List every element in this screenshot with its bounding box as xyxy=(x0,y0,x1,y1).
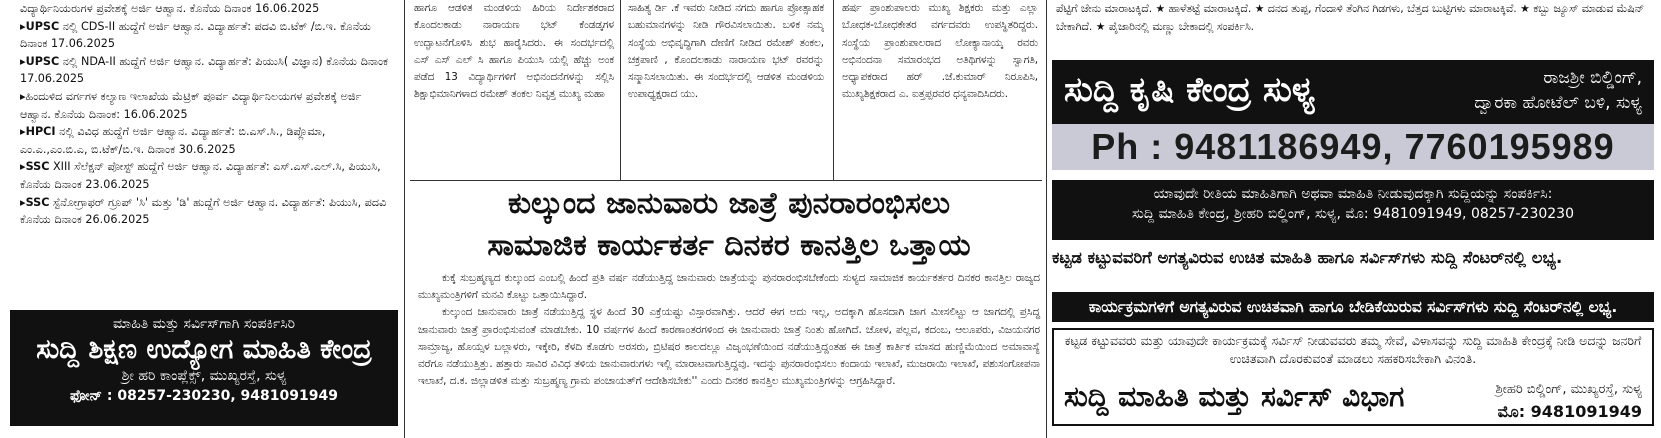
building-info-line: ಕಟ್ಟಡ ಕಟ್ಟುವವರಿಗೆ ಅಗತ್ಯವಿರುವ ಉಚಿತ ಮಾಹಿತಿ ಹಾಗೂ ಸರ್ವಿಸ್‌ಗಳು ಸುದ್ದಿ ಸೆಂಟರ್‌ನಲ್ಲಿ ಲಭ್ಯ. xyxy=(1052,248,1563,267)
bullet-icon: ▸ xyxy=(20,19,26,33)
headline-line2: ಸಾಮಾಜಿಕ ಕಾರ್ಯಕರ್ತ ದಿನಕರ ಕಾನತ್ತಿಲ ಒತ್ತಾಯ xyxy=(487,228,971,263)
service-title: ಸುದ್ದಿ ಮಾಹಿತಿ ಮತ್ತು ಸರ್ವಿಸ್ ವಿಭಾಗ xyxy=(1064,380,1405,413)
story-headline xyxy=(418,183,1040,267)
krishi-address-line1: ರಾಜಶ್ರೀ ಬಿಲ್ಡಿಂಗ್, xyxy=(1543,68,1642,88)
job-notice-item xyxy=(20,0,392,18)
krishi-phone: Ph : 9481186949, 7760195989 xyxy=(1052,124,1654,170)
krishi-address xyxy=(1474,66,1642,116)
shikshana-ad-box xyxy=(10,310,398,426)
notice-org: UPSC xyxy=(25,19,60,33)
column-divider xyxy=(1046,0,1047,438)
article-column-4: ಹರ್ಷ ಪ್ರಾಂಶುಪಾಲರು ಮುಖ್ಯ ಶಿಕ್ಷಕರು ಮತ್ತು ಎಲ್ಲಾ ಬೋಧಕ-ಬೋಧಕೇತರ ವರ್ಗದವರು ಉಪಸ್ಥಿತರಿದ್ದರು. ಸಂಸ್ಥೆಯ ಪ್ರಾಂಶುಪಾಲರಾದ ಲೋಕ್ಯಾನಾಯ್ಕ ರವರು ಅಭಿನಂದನಾ ಸಮಾರಂಭದ ಅತಿಥಿಗಳನ್ನು ಸ್ವಾಗತಿ, ಅಧ್ಯಾಪಕರಾದ ಹರ್ .ಜೆ.ಕುಮಾರ್ ನಿರೂಪಿಸಿ, ಮುಖ್ಯಶಿಕ್ಷಕರಾದ ಎ. ಐತ್ತಪ್ಪರವರ ಧನ್ಯವಾದಿಸಿದರು. xyxy=(842,2,1038,101)
notice-text: XIII ಸೆಲೆಕ್ಷನ್ ಪೋಸ್ಟ್ ಹುದ್ದೆಗೆ ಅರ್ಜಿ ಆಹ್ವಾನ. ವಿದ್ಯಾರ್ಹತೆ: ಎಸ್.ಎಸ್.ಎಲ್.ಸಿ, ಪಿಯುಸಿ, ಕೊನೆಯ ದಿನಾಂಕ 23.06.2025 xyxy=(20,160,381,191)
job-notices-column xyxy=(10,0,398,438)
job-notice-list xyxy=(10,0,398,229)
notice-org: SSC xyxy=(25,195,50,209)
notice-text: ಸ್ಟೆನೋಗ್ರಾಫರ್ ಗ್ರೂಪ್ 'ಸಿ' ಮತ್ತು 'ಡಿ' ಹುದ್ದೆಗೆ ಅರ್ಜಿ ಆಹ್ವಾನ. ವಿದ್ಯಾರ್ಹತೆ: ಪಿಯುಸಿ, ಪದವಿ ಕೊನೆಯ ದಿನಾಂಕ 26.06.2025 xyxy=(20,195,387,227)
story-paragraph: ಕುಲ್ಕುಂದ ಜಾನುವಾರು ಜಾತ್ರೆ ನಡೆಯುತ್ತಿದ್ದ ಸ್ಥಳ ಹಿಂದೆ 30 ಎಕ್ರೆಯಷ್ಟು ವಿಸ್ತಾರವಾಗಿತ್ತು. ಆದರೆ ಈಗ ಅದು ಇಲ್ಲ, ಅದಕ್ಕಾಗಿ ಹೊಸದಾಗಿ ಜಾಗ ಮೀಸಲಿಟ್ಟು ಆ ಜಾಗದಲ್ಲಿ ಪ್ರಸಿದ್ಧ ಜಾನುವಾರು ಜಾತ್ರೆ ಪ್ರಾರಂಭಿಸುವಂತೆ ಮಾಡಬೇಕು. 10 ವರ್ಷಗಳ ಹಿಂದೆ ಕಾರಣಾಂತರಗಳಿಂದ ಈ ಜಾನುವಾರು ಜಾತ್ರೆ ನಿಂತು ಹೋಗಿದೆ. ಚೋಳ, ಪಲ್ಲವ, ಕದಂಬ, ಆಲೂಪರು, ವಿಜಯನಗರ ಸಾಮ್ರಾಜ್ಯ, ಹೊಯ್ಸಳ ಬಲ್ಲಾಳರು, ಇಕ್ಕೇರಿ, ಕೆಳದಿ ಕೊಡಗು ಅರಸರು, ಬ್ರಿಟಿಷರ ಕಾಲದಲ್ಲೂ ವಿಜೃಂಭಣೆಯಿಂದ ನಡೆಯುತ್ತಿದ್ದಂತಹ ಈ ಜಾತ್ರೆ ಕಾರ್ತಿಕ ಮಾಸದ ಹುಣ್ಣಿಮೆಯಿಂದ ಅಮಾವಾಸ್ಯೆ ವರೆಗೂ ನಡೆಯುತ್ತಿತ್ತು. ಹತ್ತಾರು ಸಾವಿರ ವಿವಿಧ ತಳಿಯ ಜಾನುವಾರುಗಳು ಇಲ್ಲಿ ಮಾರಾಟವಾಗುತ್ತಿದ್ದವು. ಇದನ್ನು ಪುನರಾರಂಭಿಸಲು ಕಂದಾಯ ಇಲಾಖೆ, ಮುಜರಾಯಿ ಇಲಾಖೆ, ಪಶುಸಂಗೋಪನಾ ಇಲಾಖೆ, ದ.ಕ. ಜಿಲ್ಲಾಡಳಿತ ಮತ್ತು ಸುಬ್ರಹ್ಮಣ್ಯ ಗ್ರಾಮ ಪಂಚಾಯತ್‌ಗೆ ಆದೇಶಿಸಬೇಕು'' ಎಂದು ದಿನಕರ ಕಾನತ್ತಿಲ ಮುಖ್ಯಮಂತ್ರಿಗಳನ್ನು ಆಗ್ರಹಿಸಿದ್ದಾರೆ. xyxy=(418,306,1040,388)
job-notice-item xyxy=(20,123,392,158)
column-divider xyxy=(620,0,621,180)
job-notice-item xyxy=(20,88,392,123)
service-mobile: ಮೊ: 9481091949 xyxy=(1497,402,1642,421)
info-line1: ಯಾವುದೇ ರೀತಿಯ ಮಾಹಿತಿಗಾಗಿ ಅಥವಾ ಮಾಹಿತಿ ನೀಡುವುದಕ್ಕಾಗಿ ಸುದ್ದಿಯನ್ನು ಸಂಪರ್ಕಿಸಿ: xyxy=(1153,186,1553,202)
shikshana-line1: ಮಾಹಿತಿ ಮತ್ತು ಸರ್ವಿಸ್‌ಗಾಗಿ ಸಂಪರ್ಕಿಸಿರಿ xyxy=(112,316,296,332)
notice-text: ವಿದ್ಯಾರ್ಥಿನಿಯರುಗಳ ಪ್ರವೇಶಕ್ಕೆ ಅರ್ಜಿ ಆಹ್ವಾನ. ಕೊನೆಯ ದಿನಾಂಕ 16.06.2025 xyxy=(20,2,320,15)
krishi-address-line2: ದ್ವಾರಕಾ ಹೋಟೆಲ್ ಬಳಿ, ಸುಳ್ಯ xyxy=(1474,93,1642,113)
column-divider xyxy=(404,0,405,438)
job-notice-item xyxy=(20,194,392,229)
job-notice-item xyxy=(20,18,392,53)
article-column-2: ಹಾಗೂ ಆಡಳಿತ ಮಂಡಳಿಯ ಹಿರಿಯ ನಿರ್ದೇಶಕರಾದ ಕೊಂದಲಕಾಡು ನಾರಾಯಣ ಭಟ್ ಕೆಂಡಡ್ಕಗಳ ಉದ್ಘಾಟನೆಗೊಳಿಸಿ ಶುಭ ಹಾರೈಸಿದರು. ಈ ಸಂದರ್ಭದಲ್ಲಿ ಎಸ್ ಎಸ್ ಎಲ್ ಸಿ ಹಾಗೂ ಪಿಯುಸಿ ಯಲ್ಲಿ ಹೆಚ್ಚು ಅಂಕ ಪಡೆದ 13 ವಿದ್ಯಾರ್ಥಿಗಳಿಗೆ ಅಭಿನಂದನೆಗಳನ್ನು ಸಲ್ಲಿಸಿ ಶಿಕ್ಷಾಭಿಮಾನಿಗಳಾದ ರಮೇಶ್ ತಂಕಲ ನಿವೃತ್ತ ಮುಖ್ಯ ಮಹಾ xyxy=(414,2,614,101)
job-notice-item xyxy=(20,158,392,193)
article-column-3: ಸಾಹಿತ್ಯ ರ್ಡಿ .ಕೆ ಇವರು ನೀಡಿದ ನಗದು ಹಾಗೂ ಪ್ರೋತ್ಸಾಹಕ ಬಹುಮಾನಗಳನ್ನು ನೀಡಿ ಗೌರವಿಸಲಾಯಿತು. ಬಳಿಕ ನಮ್ಮ ಸಂಸ್ಥೆಯ ಅಭಿವೃದ್ಧಿಗಾಗಿ ದೇಣಿಗೆ ನೀಡಿದ ರಮೇಶ್ ತಂಕಲ, ಚಕ್ರಪಾಣಿ , ಕೊಂದಲಕಾಡು ನಾರಾಯಣ ಭಟ್ ರವರನ್ನು ಸನ್ಮಾನಿಸಲಾಯಿತು. ಈ ಸಂದರ್ಭದಲ್ಲಿ ಆಡಳಿತ ಮಂಡಳಿಯ ಉಪಾಧ್ಯಕ್ಷರಾದ ಯು. xyxy=(628,2,824,101)
krishi-title: ಸುದ್ದಿ ಕೃಷಿ ಕೇಂದ್ರ ಸುಳ್ಯ xyxy=(1064,70,1316,110)
krishi-ad xyxy=(1052,60,1654,124)
info-line2: ಸುದ್ದಿ ಮಾಹಿತಿ ಕೇಂದ್ರ, ಶ್ರೀಹರಿ ಬಿಲ್ಡಿಂಗ್, ಸುಳ್ಯ, ಮೊ: 9481091949, 08257-230230 xyxy=(1131,206,1574,222)
bullet-icon: ▸ xyxy=(20,195,26,209)
notice-text: ನಲ್ಲಿ NDA-II ಹುದ್ದೆಗೆ ಅರ್ಜಿ ಆಹ್ವಾನ. ವಿದ್ಯಾರ್ಹತೆ: ಪಿಯುಸಿ( ವಿಜ್ಞಾನ) ಕೊನೆಯ ದಿನಾಂಕ 17.06.2025 xyxy=(20,54,389,86)
notice-org: SSC xyxy=(25,160,50,174)
notice-text: ನಲ್ಲಿ CDS-II ಹುದ್ದೆಗೆ ಅರ್ಜಿ ಆಹ್ವಾನ. ವಿದ್ಯಾರ್ಹತೆ: ಪದವಿ ಬಿ.ಟೆಕ್ /ಬಿ.ಇ. ಕೊನೆಯ ದಿನಾಂಕ 17.06.2025 xyxy=(20,19,371,51)
classified-list: ಪೆಟ್ಟಿಗೆ ಜೇನು ಮಾರಾಟಕ್ಕಿದೆ. ★ ಹಾಳೆತಟ್ಟೆ ಮಾರಾಟಕ್ಕಿದೆ. ★ ದನದ ತುಪ್ಪ, ಗೆಂದಾಳಿ ತೆಂಗಿನ ಗಿಡಗಳು, ಬೆತ್ತದ ಬುಟ್ಟಿಗಳು ಮಾರಾಟಕ್ಕಿವೆ. ★ ಕಬ್ಬು ಜ್ಯೂಸ್ ಮಾಡುವ ಮೆಷಿನ್ ಬೇಕಾಗಿದೆ. ★ ಪೈಜಾರಿನಲ್ಲಿ ಮಣ್ಣು ಬೇಕಾದಲ್ಲಿ ಸಂಪರ್ಕಿಸಿ. xyxy=(1056,2,1645,33)
notice-org: HPCI xyxy=(25,125,56,139)
shikshana-phone: ಫೋನ್ : 08257-230230, 9481091949 xyxy=(70,388,338,404)
notice-text: ನಲ್ಲಿ ವಿವಿಧ ಹುದ್ದೆಗೆ ಅರ್ಜಿ ಆಹ್ವಾನ. ವಿದ್ಯಾರ್ಹತೆ: ಬಿ.ಎಸ್.ಸಿ., ಡಿಪ್ಲೊಮಾ, ಎಂ.ಎ.,ಎಂ.ಬಿ.ಎ, ಬಿ.ಟೆಕ್/ಬಿ.ಇ. ದಿನಾಂಕ 30.6.2025 xyxy=(20,125,326,156)
headline-line1: ಕುಲ್ಕುಂದ ಜಾನುವಾರು ಜಾತ್ರೆ ಪುನರಾರಂಭಿಸಲು xyxy=(507,186,950,221)
service-address: ಶ್ರೀಹರಿ ಬಿಲ್ಡಿಂಗ್, ಮುಖ್ಯರಸ್ತೆ, ಸುಳ್ಯ xyxy=(1495,382,1642,397)
service-section-box xyxy=(1052,328,1654,426)
info-contact-box xyxy=(1052,180,1654,240)
notice-text: ಹಿಂದುಳಿದ ವರ್ಗಗಳ ಕಲ್ಯಾಣ ಇಲಾಖೆಯ ಮೆಟ್ರಿಕ್ ಪೂರ್ವ ವಿದ್ಯಾರ್ಥಿನಿಲಯಗಳ ಪ್ರವೇಶಕ್ಕೆ ಅರ್ಜಿ ಆಹ್ವಾನ. ಕೊನೆಯ ದಿನಾಂಕ: 16.06.2025 xyxy=(20,89,362,121)
column-divider xyxy=(833,0,834,180)
bullet-icon: ▸ xyxy=(20,89,26,103)
story-paragraph: ಕುಕ್ಕೆ ಸುಬ್ರಹ್ಮಣ್ಯದ ಕುಲ್ಕುಂದ ಎಂಬಲ್ಲಿ ಹಿಂದೆ ಪ್ರತಿ ವರ್ಷ ನಡೆಯುತ್ತಿದ್ದ ಜಾನುವಾರು ಜಾತ್ರೆಯನ್ನು ಪುನರಾರಂಭಿಸಬೇಕೆಂದು ಸುಳ್ಯದ ಸಾಮಾಜಿಕ ಕಾರ್ಯಕರ್ತರ ದಿನಕರ ಕಾನತ್ತಿಲ ರಾಜ್ಯದ ಮುಖ್ಯಮಂತ್ರಿಗಳಿಗೆ ಮನವಿ ಕೊಟ್ಟು ಒತ್ತಾಯಿಸಿದ್ದಾರೆ. xyxy=(418,272,1040,302)
event-services-line: ಕಾರ್ಯಕ್ರಮಗಳಿಗೆ ಅಗತ್ಯವಿರುವ ಉಚಿತವಾಗಿ ಹಾಗೂ ಬೇಡಿಕೆಯಿರುವ ಸರ್ವಿಸ್‌ಗಳು ಸುದ್ದಿ ಸೆಂಟರ್‌ನಲ್ಲಿ ಲಭ್ಯ. xyxy=(1052,292,1654,322)
ads-column xyxy=(1052,0,1654,438)
bullet-icon: ▸ xyxy=(20,54,26,68)
shikshana-address: ಶ್ರೀ ಹರಿ ಕಾಂಪ್ಲೆಕ್ಸ್, ಮುಖ್ಯರಸ್ತೆ, ಸುಳ್ಯ xyxy=(121,368,287,384)
shikshana-title: ಸುದ್ದಿ ಶಿಕ್ಷಣ ಉದ್ಯೋಗ ಮಾಹಿತಿ ಕೇಂದ್ರ xyxy=(36,334,372,365)
service-appeal: ಕಟ್ಟಡ ಕಟ್ಟುವವರು ಮತ್ತು ಯಾವುದೇ ಕಾರ್ಯಕ್ರಮಕ್ಕೆ ಸರ್ವಿಸ್ ನೀಡುವವರು ತಮ್ಮ ಸೇವೆ, ವಿಳಾಸವನ್ನು ಸುದ್ದಿ ಮಾಹಿತಿ ಕೇಂದ್ರಕ್ಕೆ ನೀಡಿ ಅದನ್ನು ಜನರಿಗೆ ಉಚಿತವಾಗಿ ದೊರಕುವಂತೆ ಮಾಡಲು ಸಹಕರಿಸಬೇಕಾಗಿ ವಿನಂತಿ. xyxy=(1064,333,1642,366)
story-body xyxy=(418,270,1040,390)
bullet-icon: ▸ xyxy=(20,125,26,139)
job-notice-item xyxy=(20,53,392,88)
notice-org: UPSC xyxy=(25,54,60,68)
bullet-icon: ▸ xyxy=(20,160,26,174)
story-separator xyxy=(410,180,1042,181)
